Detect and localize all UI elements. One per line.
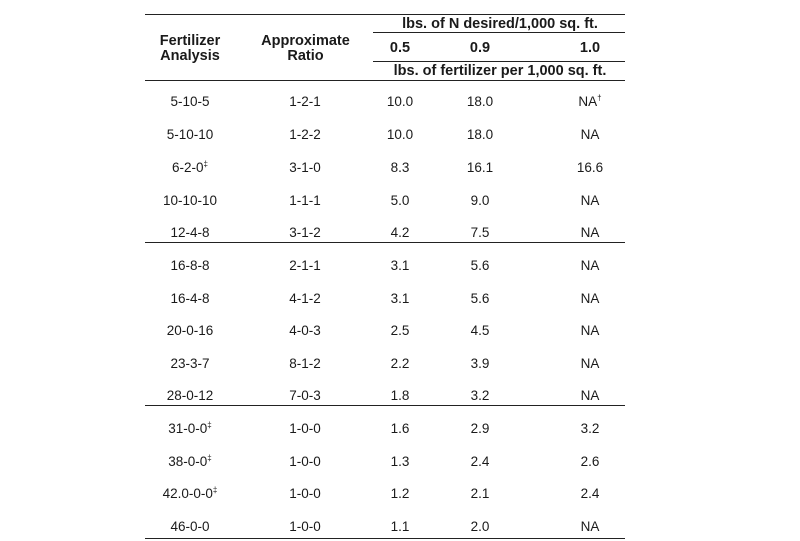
header-rate-1: 0.9 — [469, 40, 491, 56]
cell-ratio — [250, 160, 360, 176]
cell-ratio — [250, 127, 360, 143]
cell-text: 1.2 — [390, 486, 410, 501]
cell-text: 3.1 — [390, 291, 410, 306]
header-ratio — [253, 34, 358, 64]
cell-v2 — [425, 291, 535, 307]
cell-text: 2.1 — [470, 486, 490, 501]
cell-text: 10-10-10 — [162, 193, 218, 208]
cell-v3 — [535, 486, 645, 502]
cell-text: 12-4-8 — [170, 225, 210, 240]
cell-text: 4-1-2 — [289, 291, 321, 306]
cell-ratio — [250, 94, 360, 110]
cell-ratio — [250, 291, 360, 307]
cell-text: 2.4 — [470, 454, 490, 469]
cell-v3 — [535, 323, 645, 339]
footnote-mark: ‡ — [207, 420, 212, 430]
footnote-mark: ‡ — [203, 159, 208, 169]
cell-text: 5-10-10 — [166, 127, 214, 142]
cell-analysis — [135, 421, 245, 437]
cell-ratio — [250, 388, 360, 404]
cell-text: 23-3-7 — [170, 356, 210, 371]
cell-v2 — [425, 356, 535, 372]
cell-text: 3.2 — [580, 421, 600, 436]
cell-v2 — [425, 94, 535, 110]
cell-analysis — [135, 291, 245, 307]
header-bottom-rule — [145, 80, 625, 81]
cell-text: NA — [580, 258, 600, 273]
cell-text: NA — [580, 291, 600, 306]
cell-analysis — [135, 160, 245, 176]
cell-v3 — [535, 356, 645, 372]
cell-text: 7-0-3 — [289, 388, 321, 403]
cell-text: 1-1-1 — [289, 193, 321, 208]
cell-text: 10.0 — [386, 127, 414, 142]
cell-v3 — [535, 127, 645, 143]
cell-ratio — [250, 356, 360, 372]
header-analysis — [145, 34, 235, 64]
cell-v2 — [425, 258, 535, 274]
cell-text: 5.0 — [390, 193, 410, 208]
cell-analysis — [135, 454, 245, 470]
header-n-desired: lbs. of N desired/1,000 sq. ft. — [402, 16, 598, 32]
cell-text: 2.6 — [580, 454, 600, 469]
cell-ratio — [250, 486, 360, 502]
cell-text: 18.0 — [466, 127, 494, 142]
cell-text: 8.3 — [390, 160, 410, 175]
cell-analysis — [135, 225, 245, 241]
cell-text: 2-1-1 — [289, 258, 321, 273]
cell-v2 — [425, 323, 535, 339]
cell-analysis — [135, 323, 245, 339]
cell-v3 — [535, 160, 645, 176]
cell-v3 — [535, 94, 645, 110]
cell-analysis — [135, 258, 245, 274]
cell-v3 — [535, 291, 645, 307]
cell-v2 — [425, 519, 535, 535]
cell-text: 28-0-12 — [166, 388, 214, 403]
header-analysis-line1: Fertilizer — [159, 33, 221, 49]
cell-text: 8-1-2 — [289, 356, 321, 371]
cell-text: 1-0-0 — [289, 421, 321, 436]
cell-text: 5.6 — [470, 291, 490, 306]
cell-ratio — [250, 323, 360, 339]
footnote-mark: ‡ — [207, 453, 212, 463]
cell-text: 2.0 — [470, 519, 490, 534]
n-desired-rule — [373, 32, 625, 33]
cell-v3 — [535, 454, 645, 470]
cell-text: 16-8-8 — [170, 258, 210, 273]
cell-text: NA — [580, 519, 600, 534]
cell-text: 5.6 — [470, 258, 490, 273]
cell-text: 1-0-0 — [289, 486, 321, 501]
cell-text: NA — [580, 127, 600, 142]
cell-v2 — [425, 160, 535, 176]
cell-ratio — [250, 193, 360, 209]
cell-text: 2.5 — [390, 323, 410, 338]
cell-text: 31-0-0 — [168, 421, 208, 436]
rate-rule — [373, 61, 625, 62]
group-rule-2 — [145, 405, 625, 406]
header-rate-2: 1.0 — [579, 40, 601, 56]
cell-v3 — [535, 193, 645, 209]
cell-text: 3.1 — [390, 258, 410, 273]
cell-text: 4-0-3 — [289, 323, 321, 338]
header-analysis-line2: Analysis — [160, 48, 220, 64]
header-rate-0: 0.5 — [389, 40, 411, 56]
cell-v3 — [535, 421, 645, 437]
cell-text: NA — [580, 323, 600, 338]
cell-text: 6-2-0 — [172, 160, 204, 175]
cell-v2 — [425, 454, 535, 470]
cell-analysis — [135, 388, 245, 404]
cell-text: 46-0-0 — [170, 519, 210, 534]
top-rule — [145, 14, 625, 15]
cell-v3 — [535, 388, 645, 404]
cell-text: 1.1 — [390, 519, 410, 534]
cell-text: 3-1-2 — [289, 225, 321, 240]
cell-v3 — [535, 258, 645, 274]
cell-text: NA — [580, 356, 600, 371]
cell-analysis — [135, 94, 245, 110]
cell-v3 — [535, 225, 645, 241]
cell-analysis — [135, 356, 245, 372]
cell-v2 — [425, 486, 535, 502]
cell-text: 4.2 — [390, 225, 410, 240]
header-ratio-line2: Ratio — [287, 48, 324, 64]
bottom-rule — [145, 538, 625, 539]
cell-text: 20-0-16 — [166, 323, 214, 338]
cell-text: 2.9 — [470, 421, 490, 436]
header-ratio-line1: Approximate — [261, 33, 350, 49]
cell-ratio — [250, 454, 360, 470]
cell-text: 16.6 — [576, 160, 604, 175]
cell-text: NA — [578, 94, 598, 109]
cell-ratio — [250, 519, 360, 535]
cell-text: 9.0 — [470, 193, 490, 208]
cell-v3 — [535, 519, 645, 535]
cell-text: NA — [580, 225, 600, 240]
cell-text: NA — [580, 388, 600, 403]
cell-v2 — [425, 388, 535, 404]
cell-v2 — [425, 127, 535, 143]
cell-text: 16-4-8 — [170, 291, 210, 306]
cell-ratio — [250, 225, 360, 241]
cell-text: 38-0-0 — [168, 454, 208, 469]
cell-analysis — [135, 127, 245, 143]
cell-text: 7.5 — [470, 225, 490, 240]
cell-text: 18.0 — [466, 94, 494, 109]
cell-text: 5-10-5 — [170, 94, 210, 109]
cell-v2 — [425, 193, 535, 209]
cell-text: 2.4 — [580, 486, 600, 501]
header-fert-per: lbs. of fertilizer per 1,000 sq. ft. — [393, 63, 607, 79]
footnote-mark: ‡ — [212, 485, 218, 495]
cell-text: 4.5 — [470, 323, 490, 338]
group-rule-1 — [145, 242, 625, 243]
cell-text: 2.2 — [390, 356, 410, 371]
cell-ratio — [250, 421, 360, 437]
cell-text: NA — [580, 193, 600, 208]
cell-text: 42.0-0-0 — [162, 486, 213, 501]
cell-text: 3.2 — [470, 388, 490, 403]
cell-analysis — [135, 486, 245, 502]
cell-ratio — [250, 258, 360, 274]
cell-text: 1-0-0 — [289, 454, 321, 469]
cell-analysis — [135, 193, 245, 209]
cell-text: 1-2-2 — [289, 127, 321, 142]
cell-text: 1.3 — [390, 454, 410, 469]
cell-text: 10.0 — [386, 94, 414, 109]
cell-analysis — [135, 519, 245, 535]
cell-text: 1-0-0 — [289, 519, 321, 534]
cell-text: 3.9 — [470, 356, 490, 371]
cell-text: 3-1-0 — [289, 160, 321, 175]
footnote-mark: † — [597, 93, 602, 103]
cell-v2 — [425, 225, 535, 241]
cell-text: 1.6 — [390, 421, 410, 436]
cell-text: 1-2-1 — [289, 94, 321, 109]
cell-text: 1.8 — [390, 388, 410, 403]
cell-text: 16.1 — [466, 160, 494, 175]
cell-v2 — [425, 421, 535, 437]
